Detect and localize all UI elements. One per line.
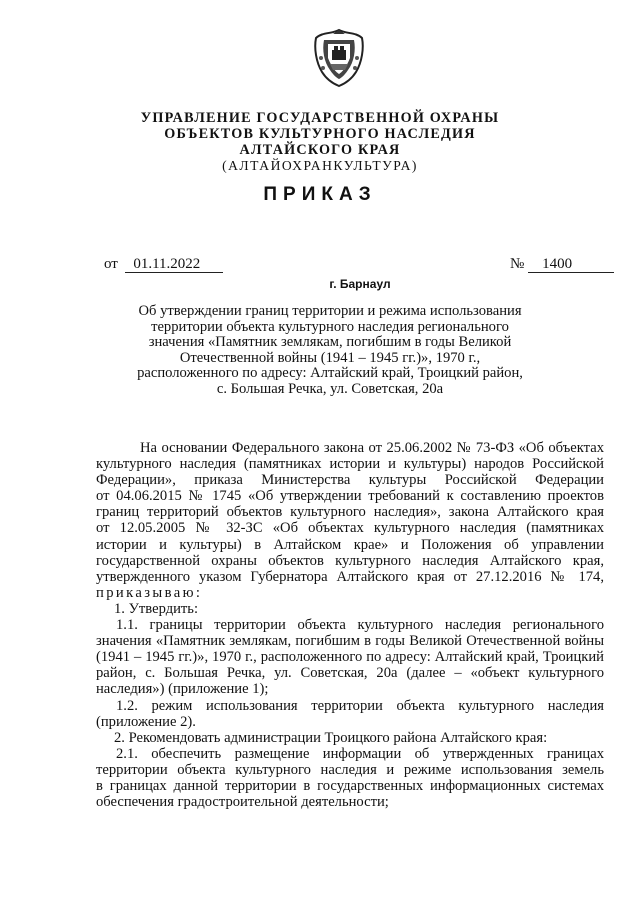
date-value: 01.11.2022 — [125, 256, 223, 273]
body-line: утвержденного указом Губернатора Алтайского края от 27.12.2016 № 174, — [96, 568, 604, 585]
body-line: территории объекта культурного наследия и режиме использования земель — [96, 761, 604, 778]
subject-line: расположенного по адресу: Алтайский край, Троицкий район, — [137, 365, 523, 382]
date-field — [104, 256, 223, 273]
subject-line: Отечественной войны (1941 – 1945 гг.)», 1970 г., — [179, 349, 481, 366]
subject-line: Об утверждении границ территории и режима использования — [138, 303, 522, 319]
coat-of-arms-icon — [312, 28, 366, 88]
document-type-title: ПРИКАЗ — [263, 184, 377, 205]
document-body — [96, 440, 604, 810]
body-line: значения «Памятник землякам, погибшим в годы Великой Отечественной войны — [96, 633, 604, 650]
body-line: в границах данной территории в государственных информационных системах — [96, 777, 604, 794]
org-name-line-3: АЛТАЙСКОГО КРАЯ — [239, 142, 401, 158]
date-prefix: от — [104, 256, 118, 272]
subject-line: значения «Памятник землякам, погибшим в годы Великой — [148, 334, 512, 351]
body-line: На основании Федерального закона от 25.06.2002 № 73-ФЗ «Об объектах — [140, 440, 604, 456]
org-name-line-1: УПРАВЛЕНИЕ ГОСУДАРСТВЕННОЙ ОХРАНЫ — [140, 110, 500, 126]
body-line: (1941 – 1945 гг.)», 1970 г., расположенного по адресу: Алтайский край, Троицкий — [96, 649, 604, 666]
body-line: государственной охраны объектов культурного наследия Алтайского края, — [96, 552, 604, 569]
number-value: 1400 — [528, 256, 614, 273]
city-label: г. Барнаул — [329, 277, 391, 291]
list-item: 1. Утвердить: — [114, 600, 199, 617]
body-line: границ территорий объектов культурного наследия», закона Алтайского края — [96, 504, 604, 521]
body-line: истории и культуры) в Алтайском крае» и Положения об управлении — [96, 536, 604, 553]
body-line: обеспечения градостроительной деятельности; — [96, 794, 389, 811]
number-prefix: № — [510, 256, 525, 272]
org-short-name: (АЛТАЙОХРАНКУЛЬТУРА) — [222, 158, 418, 173]
body-line: (приложение 2). — [96, 713, 196, 730]
body-line: район, с. Большая Речка, ул. Советская, 20а (далее – «объект культурного — [96, 665, 604, 682]
body-line: от 04.06.2015 № 1745 «Об утверждении требований к составлению проектов — [96, 488, 604, 505]
subject-line: с. Большая Речка, ул. Советская, 20а — [216, 380, 444, 397]
document-subject — [120, 304, 540, 398]
number-field — [510, 256, 614, 273]
body-line: наследия») (приложение 1); — [96, 681, 269, 698]
list-item: 1.1. границы территории объекта культурного наследия регионального — [116, 617, 604, 634]
body-line: приказываю: — [96, 584, 203, 601]
body-line: Федерации», приказа Министерства культуры Российской Федерации — [96, 472, 604, 489]
list-item: 2.1. обеспечить размещение информации об утвержденных границах — [116, 745, 604, 762]
body-line: культурного наследия (памятниках истории и культуры) народов Российской — [96, 456, 604, 473]
org-name-line-2: ОБЪЕКТОВ КУЛЬТУРНОГО НАСЛЕДИЯ — [164, 126, 476, 142]
list-item: 1.2. режим использования территории объекта культурного наследия — [116, 697, 604, 714]
subject-line: территории объекта культурного наследия регионального — [151, 318, 509, 335]
list-item: 2. Рекомендовать администрации Троицкого района Алтайского края: — [114, 729, 548, 746]
body-line: от 12.05.2005 № 32-ЗС «Об объектах культурного наследия (памятниках — [96, 520, 604, 537]
